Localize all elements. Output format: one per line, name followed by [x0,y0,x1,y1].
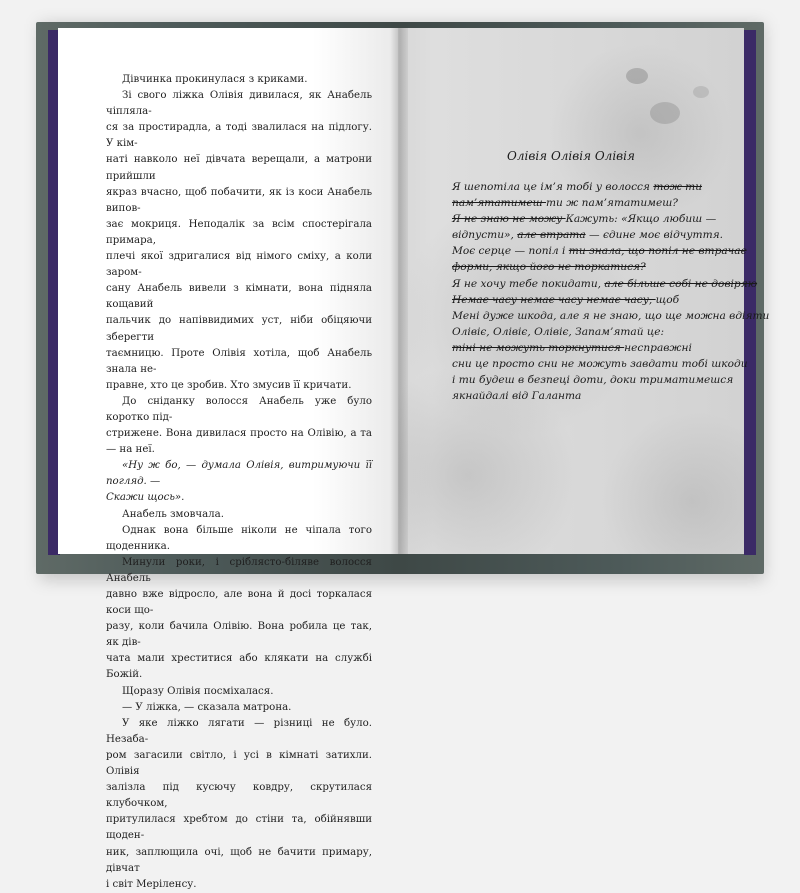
text-line: давно вже відросло, але вона й досі торкалася коси що- [106,589,372,617]
poem-line [452,179,722,195]
poem-text-fragment: Кажуть: «Якщо любиш — [565,213,717,226]
poem-text-fragment: якнайдалі від Галанта [452,390,582,403]
poem-text-fragment: Мені дуже шкода, але я не знаю, що ще можна вдіяти [452,309,770,322]
poem-line [452,356,748,372]
left-page-text [106,72,372,893]
text-line: пpавне, хто це зробив. Хто змусив її кричати. [106,379,352,391]
poem-text-fragment: Я не хочу тебе покидати, [452,277,605,290]
text-line: сану Анабель вивели з кімнати, вона підняла кощавий [106,283,372,311]
poem-line [452,308,770,324]
struck-text: тіні не можуть торкнутися [452,341,625,354]
text-line: чата мали хреститися або клякати на службі Божій. [106,653,372,681]
struck-text: ти знала, що попіл не втрачає [568,245,747,258]
right-page [398,28,770,554]
ink-stain [693,86,709,98]
struck-text: але втрата [517,229,586,242]
poem-text-fragment: відпусти», [452,229,518,242]
text-line: Щоразу Олівія посміхалася. [122,685,274,697]
poem-title: Олівія Олівія Олівія [507,149,635,163]
text-line: У яке ліжко лягати — різниці не було. Незаба- [106,717,372,745]
text-line: пальчик до напіввидимих уст, ніби обіцяючи зберегти [106,315,372,343]
struck-text: форми, якщо його не торкатися? [452,261,646,274]
poem-text [452,179,770,404]
text-line: і світ Мерілeнсу. [106,878,197,890]
text-line: Скажи щось». [106,492,185,504]
poem-line [452,372,734,388]
poem-text-fragment: сни це просто сни не можуть завдати тобі шкоди [452,358,748,371]
left-page [58,28,398,890]
poem-text-fragment: Олівіє, Олівіє, Олівіє, Запам’ятай це: [452,325,665,338]
text-line: притулилася хребтом до стіни та, обійнявши щоден- [106,814,372,842]
struck-text: Я не знаю не можу [452,213,566,226]
text-line: До сніданку волосся Анабель уже було коротко під- [106,395,372,423]
poem-line [452,292,722,308]
text-line: ром загасили світло, і усі в кімнаті затихли. Олівія [106,749,372,778]
poem-line [452,243,747,259]
poem-text-fragment: Моє серце — попіл і [452,245,569,258]
text-line: плечі якої здригалися від німого сміху, а коли заром- [106,251,372,279]
text-line: наті навколо неї дівчата верещали, а матрони прийшли [106,154,372,182]
struck-text: Немає часу немає часу немає часу, [452,293,656,306]
struck-text: пам’ятатимеш [452,197,546,210]
poem-line [452,259,722,275]
text-line: ник, заплющила очі, щоб не бачити примару, дівчат [106,846,372,874]
text-line: Однак вона більше ніколи не чіпала того щоденника. [106,524,372,552]
text-line: якраз вчасно, щоб побачити, як із коси Анабель випов- [106,186,372,214]
poem-text-fragment: — єдине моє відчуття. [585,229,723,242]
poem-text-fragment: ти ж пам’ятатимеш? [546,197,678,210]
text-line: залізла під кусючу ковдру, скрутилася клубочком, [106,782,372,810]
text-line: зає мокриця. Неподалік за всім спостерігала примара, [106,218,372,246]
text-line: стрижене. Вона дивилася просто на Олівію, а та — на неї. [106,428,372,456]
poem-text-fragment: щоб [655,293,680,306]
poem-text-fragment: несправжні [624,341,692,354]
text-line: — У ліжка, — сказала матрона. [122,701,292,713]
text-line: Анабель змовчала. [122,508,224,520]
text-line: Дівчинка прокинулася з криками. [122,74,308,85]
poem-line [452,324,722,340]
text-line: Минули роки, і сріблясто-біляве волосся Анабель [106,556,372,584]
poem-text-fragment: Я шепотіла це ім’я тобі у волосся [452,181,654,193]
text-line: Зі свого ліжка Олівія дивилася, як Анабель чіпляла- [106,90,372,118]
poem-text-fragment: і ти будеш в безпеці доти, доки триматимешся [452,374,734,387]
text-line: ся за простирадла, а тоді звалилася на підлогу. У кім- [106,122,372,150]
text-line: разу, коли бачила Олівію. Вона робила це так, як дів- [106,621,372,649]
poem-line [452,276,758,292]
ink-stain [626,68,648,84]
poem-line [452,211,722,227]
text-line: «Ну ж бо, — думала Олівія, витримуючи її погляд. — [106,460,372,488]
poem-line [452,227,722,243]
text-line: таємницю. Проте Олівія хотіла, щоб Анабель знала не- [106,347,372,375]
ink-stain [650,102,680,124]
poem-line [452,195,722,211]
poem-line [452,340,722,356]
poem-line [452,388,722,404]
struck-text: тож ти [653,181,703,193]
struck-text: але більше собі не довіряю [604,277,758,290]
page-block-right [744,30,756,555]
